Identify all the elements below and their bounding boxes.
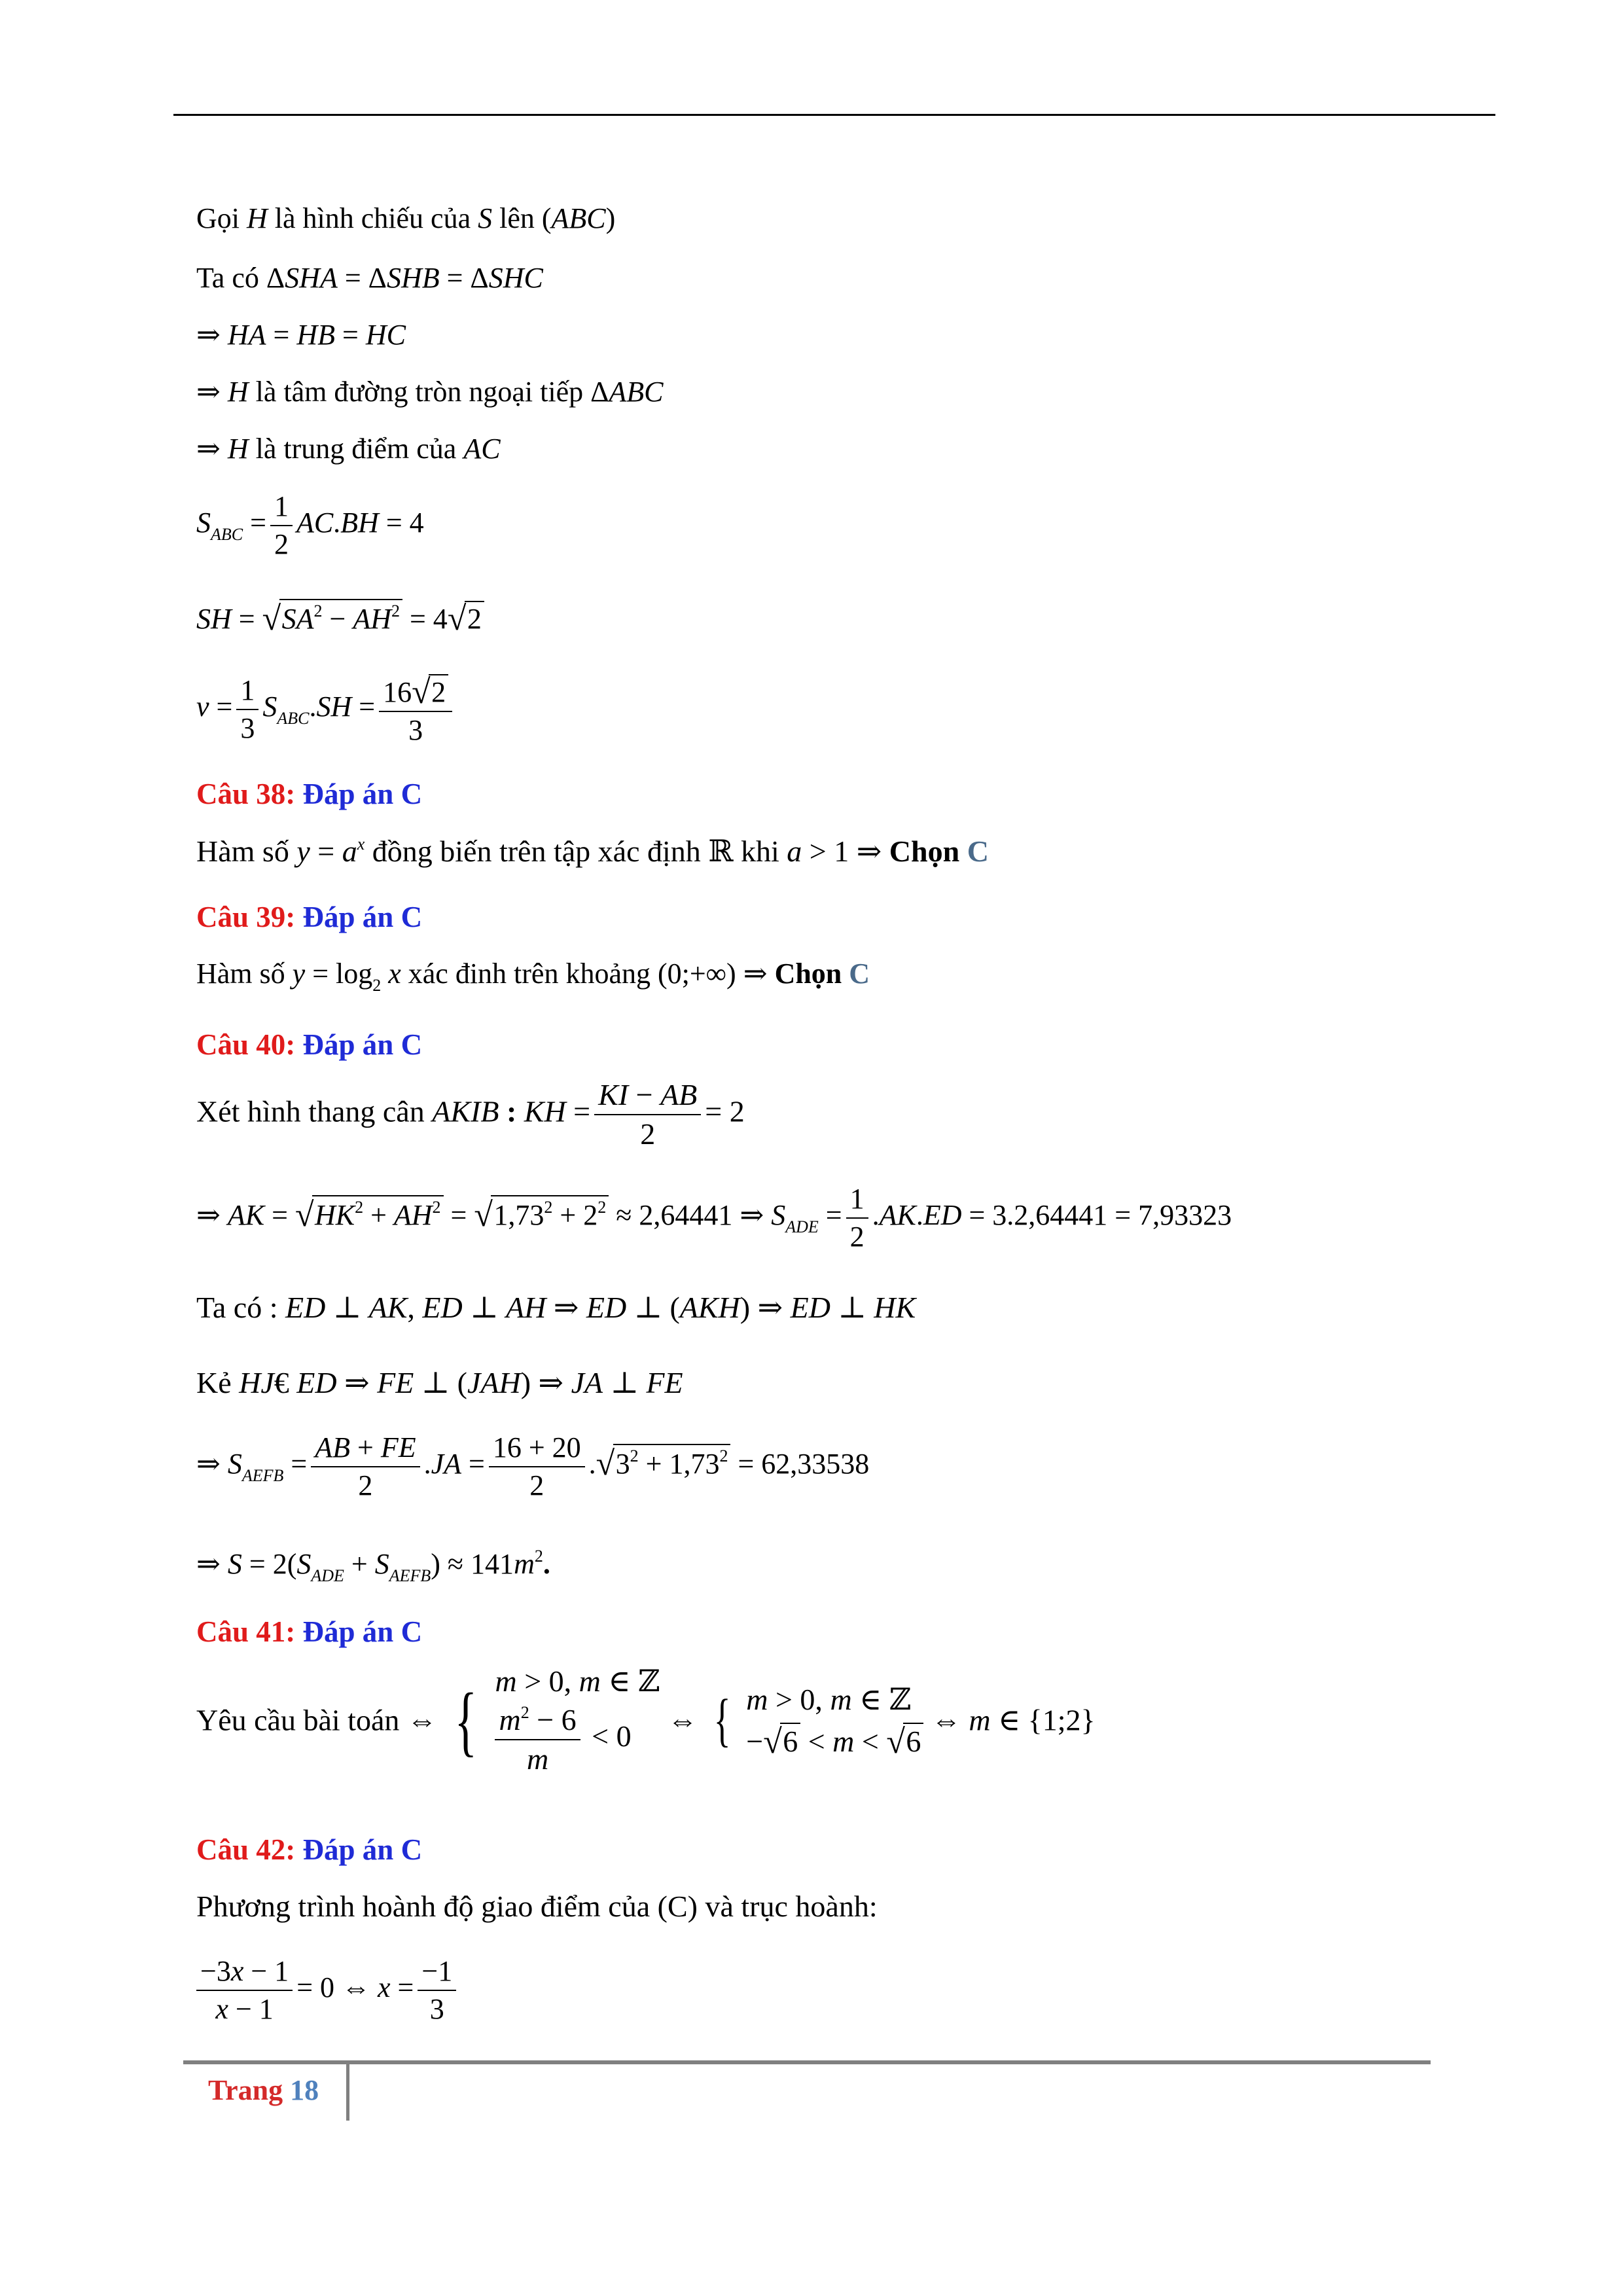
line-volume: v = $\frac{1}{3}$ $S_{ABC}.SH$ = 16 √ 2 3 [196,674,456,745]
line-ta-co-triangles: Ta có ΔSHA = ΔSHB = ΔSHC [196,262,543,294]
q38-heading: Câu 38: Đáp án C [196,778,423,810]
page-number: 18 [290,2074,319,2106]
q40-line-construct: Kẻ HJ€ ED ⇒ FE ⊥ (JAH) ⇒ JA ⊥ FE [196,1366,683,1399]
line-goi-h: Gọi H là hình chiếu của S lên (ABC) [196,202,616,234]
q41-system: Yêu cầu bài toán ⇔ { m > 0, m ∈ ℤ $\frac{m^2 - 6}{m}$ < 0 ⇔ { m > 0, m ∈ ℤ − √ 6 < m < √ 6 ⇔ m ∈ {1;2} [196,1664,1096,1776]
footer-label: Trang [208,2074,283,2106]
line-sh: SH = √ $SA^2 - AH^2 = 4$ √ 2 [196,599,484,634]
footer-divider [346,2062,349,2121]
header-rule [173,114,1495,116]
line-h-circumcenter: ⇒ H là tâm đường tròn ngoại tiếp ΔABC [196,376,664,408]
q40-line-total-area: ⇒ $S = 2(S_{ADE} + S_{AEFB}) \approx 141m^2$. [196,1547,550,1585]
q40-line-perp: Ta có : ED ⊥ AK, ED ⊥ AH ⇒ ED ⊥ (AKH) ⇒ ED ⊥ HK [196,1291,916,1324]
line-h-midpoint: ⇒ H là trung điểm của AC [196,433,501,465]
q40-line-trapezoid: Xét hình thang cân AKIB : KH = $\frac{KI - AB}{2}$ = 2 [196,1078,745,1151]
page-footer [208,2073,319,2107]
q39-heading: Câu 39: Đáp án C [196,901,423,933]
q40-line-area-aefb: ⇒ $S_{AEFB}$ = $\frac{AB + FE}{2}$ .JA = $\frac{16 + 20}{2}$ . √ $3^2 + 1,73^2 = 62,33538$ [196,1431,870,1501]
footer-rule [183,2060,1431,2064]
q38-body: Hàm số $y = a^x$ đồng biến trên tập xác định ℝ khi a > 1 ⇒ Chọn C [196,834,989,868]
q39-body: Hàm số $y = \log_2 x$ xác đinh trên khoảng (0;+∞) ⇒ Chọn C [196,958,870,995]
q40-heading: Câu 40: Đáp án C [196,1028,423,1061]
q42-heading: Câu 42: Đáp án C [196,1833,423,1866]
line-ha-hb-hc: ⇒ HA = HB = HC [196,319,406,351]
q41-heading: Câu 41: Đáp án C [196,1615,423,1648]
q42-line-equation-intro: Phương trình hoành độ giao điểm của (C) và trục hoành: [196,1890,878,1923]
q42-line-solution: $\frac{-3x - 1}{x - 1}$ = 0 ⇔ x = $\frac{-1}{3}$ [196,1957,460,2024]
q40-line-ak: ⇒ AK = √ $HK^2 + AH^2$ = √ $1,73^2 + 2^2 \approx 2,64441$ ⇒ $S_{ADE}$ = $\frac{1}{2}$ .AK.ED = 3.2,64441 = 7,93323 [196,1183,1232,1253]
line-area-abc: $S_{ABC}$ = $\frac{1}{2}$ AC.BH = 4 [196,490,424,560]
